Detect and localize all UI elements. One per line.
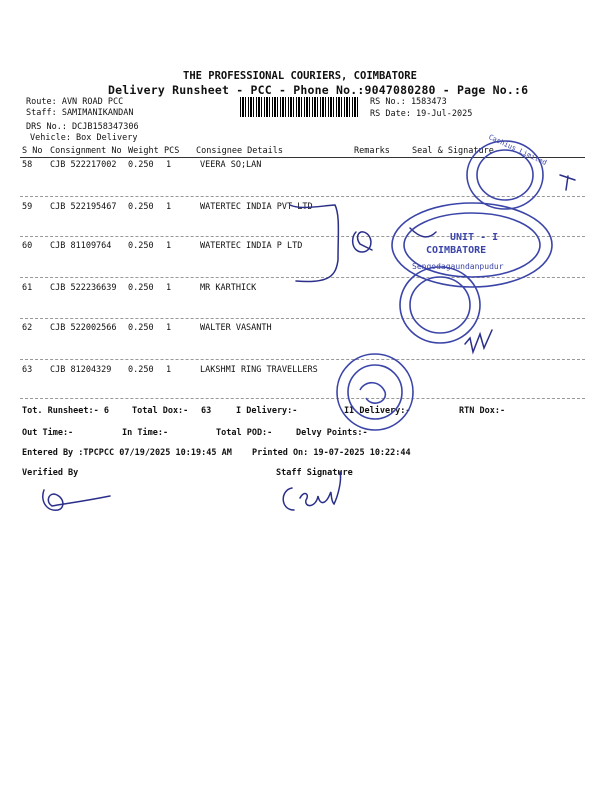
col-sno: S No — [22, 146, 43, 156]
runsheet-subtitle: Delivery Runsheet - PCC - Phone No.:9047080280 - Page No.:6 — [108, 83, 529, 97]
in-time: In Time:- — [122, 428, 169, 438]
super-spinner-seal — [400, 267, 480, 343]
row-weight: 0.250 — [128, 160, 154, 170]
delvy-points: Delvy Points:- — [296, 428, 368, 438]
row-consignment: CJB 522217002 — [50, 160, 117, 170]
rtn-dox: RTN Dox:- — [459, 406, 506, 416]
printed-on: Printed On: 19-07-2025 10:22:44 — [252, 448, 411, 458]
staff: Staff: SAMIMANIKANDAN — [26, 108, 134, 118]
entered-by: Entered By :TPCPCC 07/19/2025 10:19:45 AM — [22, 448, 232, 458]
col-pcs: PCS — [164, 146, 180, 156]
vehicle: Vehicle: Box Delivery — [30, 133, 138, 143]
row-consignee: WATERTEC INDIA PVT LTD — [200, 202, 313, 212]
company-title: THE PROFESSIONAL COURIERS, COIMBATORE — [183, 70, 417, 82]
i-delivery: I Delivery:- — [236, 406, 298, 416]
row-consignee: LAKSHMI RING TRAVELLERS — [200, 365, 318, 375]
company-seal-text: Cashius Limited — [487, 133, 548, 167]
row-consignment: CJB 522195467 — [50, 202, 117, 212]
row-consignment: CJB 522002566 — [50, 323, 117, 333]
rs-date: RS Date: 19-Jul-2025 — [370, 109, 473, 119]
row-consignment: CJB 522236639 — [50, 283, 117, 293]
row-sno: 62 — [22, 323, 33, 333]
row-consignee: VEERA SO;LAN — [200, 160, 262, 170]
route: Route: AVN ROAD PCC — [26, 97, 124, 107]
col-consignee: Consignee Details — [196, 146, 283, 156]
ii-delivery: II Delivery:- — [344, 406, 411, 416]
row-consignee: WALTER VASANTH — [200, 323, 272, 333]
out-time: Out Time:- — [22, 428, 74, 438]
staff-signature-label: Staff Signature — [276, 468, 353, 478]
unit-city: COIMBATORE — [426, 245, 487, 256]
row-consignment: CJB 81204329 — [50, 365, 112, 375]
row-weight: 0.250 — [128, 323, 154, 333]
row-pcs: 1 — [166, 202, 172, 212]
row-weight: 0.250 — [128, 241, 154, 251]
drs-number: DRS No.: DCJB158347306 — [26, 122, 139, 132]
rs-number: RS No.: 1583473 — [370, 97, 447, 107]
total-dox-value: 63 — [201, 406, 212, 416]
row-pcs: 1 — [166, 241, 172, 251]
row-sno: 59 — [22, 202, 33, 212]
unit-area: Sengodagaundanpudur — [412, 262, 504, 271]
unit-title: UNIT - I — [450, 232, 499, 243]
row-pcs: 1 — [166, 160, 172, 170]
row-consignee: MR KARTHICK — [200, 283, 257, 293]
col-remarks: Remarks — [354, 146, 390, 156]
row-sno: 58 — [22, 160, 33, 170]
tot-runsheet: Tot. Runsheet:- 6 — [22, 406, 109, 416]
row-sno: 63 — [22, 365, 33, 375]
total-pod: Total POD:- — [216, 428, 273, 438]
col-weight: Weight — [128, 146, 159, 156]
row-pcs: 1 — [166, 323, 172, 333]
verified-by-label: Verified By — [22, 468, 79, 478]
row-weight: 0.250 — [128, 202, 154, 212]
row-consignment: CJB 81109764 — [50, 241, 112, 251]
row-pcs: 1 — [166, 365, 172, 375]
row-sno: 61 — [22, 283, 33, 293]
row-weight: 0.250 — [128, 283, 154, 293]
row-sno: 60 — [22, 241, 33, 251]
row-pcs: 1 — [166, 283, 172, 293]
col-consignment: Consignment No — [50, 146, 122, 156]
col-seal: Seal & Signature — [412, 146, 494, 156]
total-dox-label: Total Dox:- — [132, 406, 189, 416]
row-consignee: WATERTEC INDIA P LTD — [200, 241, 303, 251]
row-weight: 0.250 — [128, 365, 154, 375]
